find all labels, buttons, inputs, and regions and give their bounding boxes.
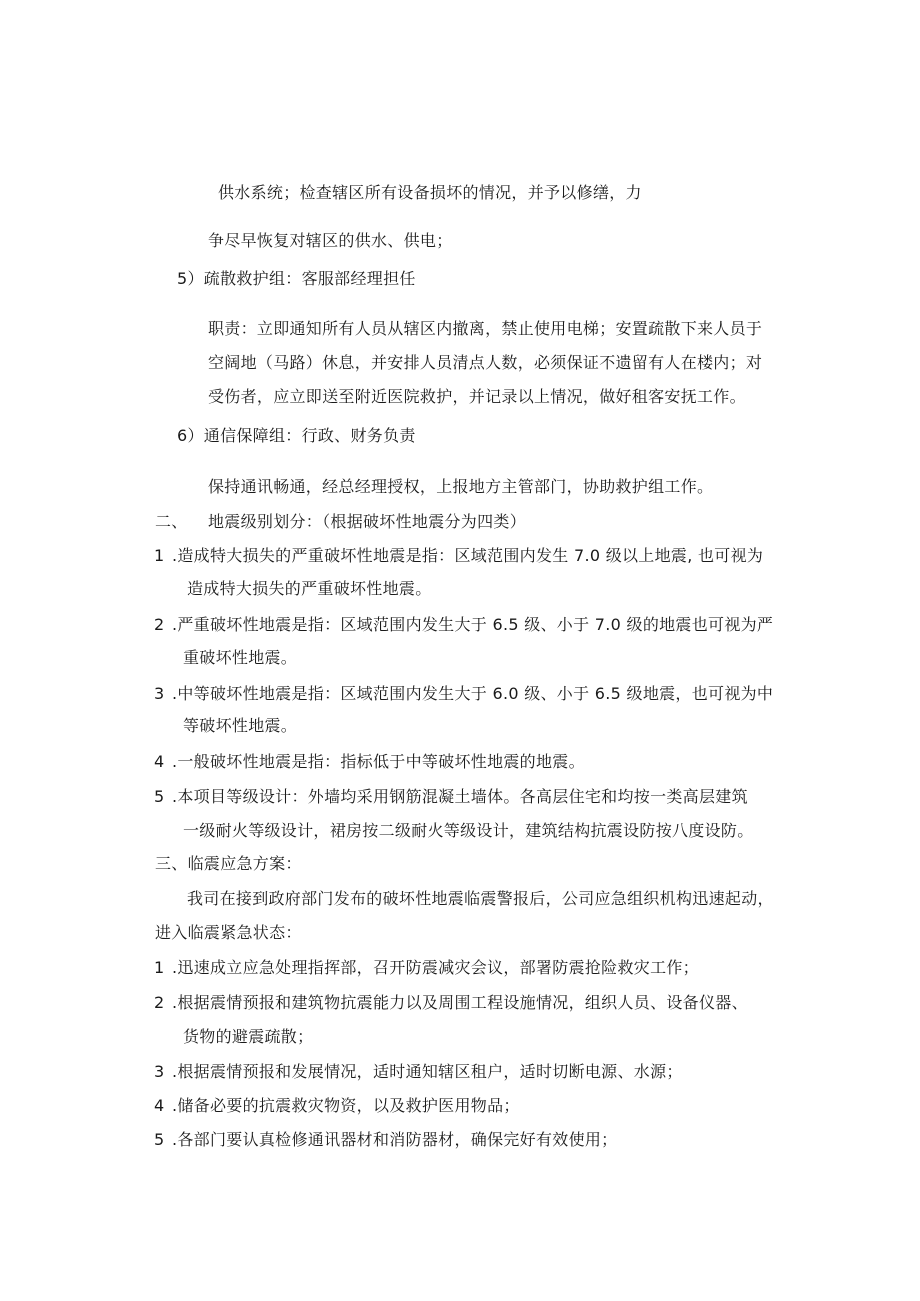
section3-item-3-number: 3	[154, 1062, 165, 1081]
section3-item-1-line-1: .迅速成立应急处理指挥部，召开防震减灾会议，部署防震抢险救灾工作；	[172, 958, 699, 977]
section2-item-1-line-1: .造成特大损失的严重破坏性地震是指：区域范围内发生 7.0 级以上地震, 也可视为	[172, 546, 764, 565]
section2-item-5-line-2: 一级耐火等级设计，裙房按二级耐火等级设计，建筑结构抗震设防按八度设防。	[183, 821, 754, 840]
section2-item-1-line-2: 造成特大损失的严重破坏性地震。	[187, 579, 432, 598]
section2-item-2-line-2: 重破坏性地震。	[183, 648, 298, 667]
section3-item-2-line-1: .根据震情预报和建筑物抗震能力以及周围工程设施情况，组织人员、设备仪器、	[172, 993, 748, 1012]
section3-title: 三、临震应急方案：	[155, 854, 302, 873]
section2-item-2-number: 2	[154, 615, 165, 634]
section3-item-4-number: 4	[154, 1096, 165, 1115]
team5-duty-line-1: 职责：立即通知所有人员从辖区内撤离，禁止使用电梯；安置疏散下来人员于	[208, 319, 763, 338]
section2-item-5-number: 5	[154, 787, 165, 806]
team5-duty-line-2: 空阔地（马路）休息，并安排人员清点人数，必须保证不遗留有人在楼内；对	[208, 353, 763, 372]
continuation-line-2: 争尽早恢复对辖区的供水、供电；	[208, 231, 453, 250]
section2-item-2-line-1: .严重破坏性地震是指：区域范围内发生大于 6.5 级、小于 7.0 级的地震也可视为严	[172, 615, 774, 634]
section3-item-4-line-1: .储备必要的抗震救灾物资，以及救护医用物品；	[172, 1096, 520, 1115]
section2-item-5-line-1: .本项目等级设计：外墙均采用钢筋混凝土墙体。各高层住宅和均按一类高层建筑	[172, 787, 748, 806]
team6-duty-line: 保持通讯畅通，经总经理授权，上报地方主管部门，协助救护组工作。	[208, 477, 714, 496]
section2-item-3-line-1: .中等破坏性地震是指：区域范围内发生大于 6.0 级、小于 6.5 级地震，也可视为中	[172, 684, 774, 703]
section2-item-1-number: 1	[154, 546, 165, 565]
section2-item-4-line-1: .一般破坏性地震是指：指标低于中等破坏性地震的地震。	[172, 752, 585, 771]
section3-item-2-number: 2	[154, 993, 165, 1012]
section3-intro-line-2: 进入临震紧急状态：	[155, 923, 302, 942]
section3-item-2-line-2: 货物的避震疏散；	[183, 1027, 314, 1046]
continuation-line-1: 供水系统；检查辖区所有设备损坏的情况，并予以修缮，力	[218, 183, 642, 202]
section2-item-3-line-2: 等破坏性地震。	[183, 716, 298, 735]
section2-item-4-number: 4	[154, 752, 165, 771]
section3-item-1-number: 1	[154, 958, 165, 977]
section2-number: 二、	[155, 512, 188, 531]
team6-heading: 6）通信保障组：行政、财务负责	[177, 426, 416, 445]
section3-item-5-number: 5	[154, 1130, 165, 1149]
section3-item-5-line-1: .各部门要认真检修通讯器材和消防器材，确保完好有效使用；	[172, 1130, 618, 1149]
section2-title: 地震级别划分：（根据破坏性地震分为四类）	[208, 512, 527, 531]
section2-item-3-number: 3	[154, 684, 165, 703]
section3-item-3-line-1: .根据震情预报和发展情况，适时通知辖区租户，适时切断电源、水源；	[172, 1062, 683, 1081]
team5-heading: 5）疏散救护组：客服部经理担任	[177, 269, 416, 288]
section3-intro-line-1: 我司在接到政府部门发布的破坏性地震临震警报后，公司应急组织机构迅速起动，	[187, 889, 774, 908]
team5-duty-line-3: 受伤者，应立即送至附近医院救护，并记录以上情况，做好租客安抚工作。	[208, 387, 746, 406]
